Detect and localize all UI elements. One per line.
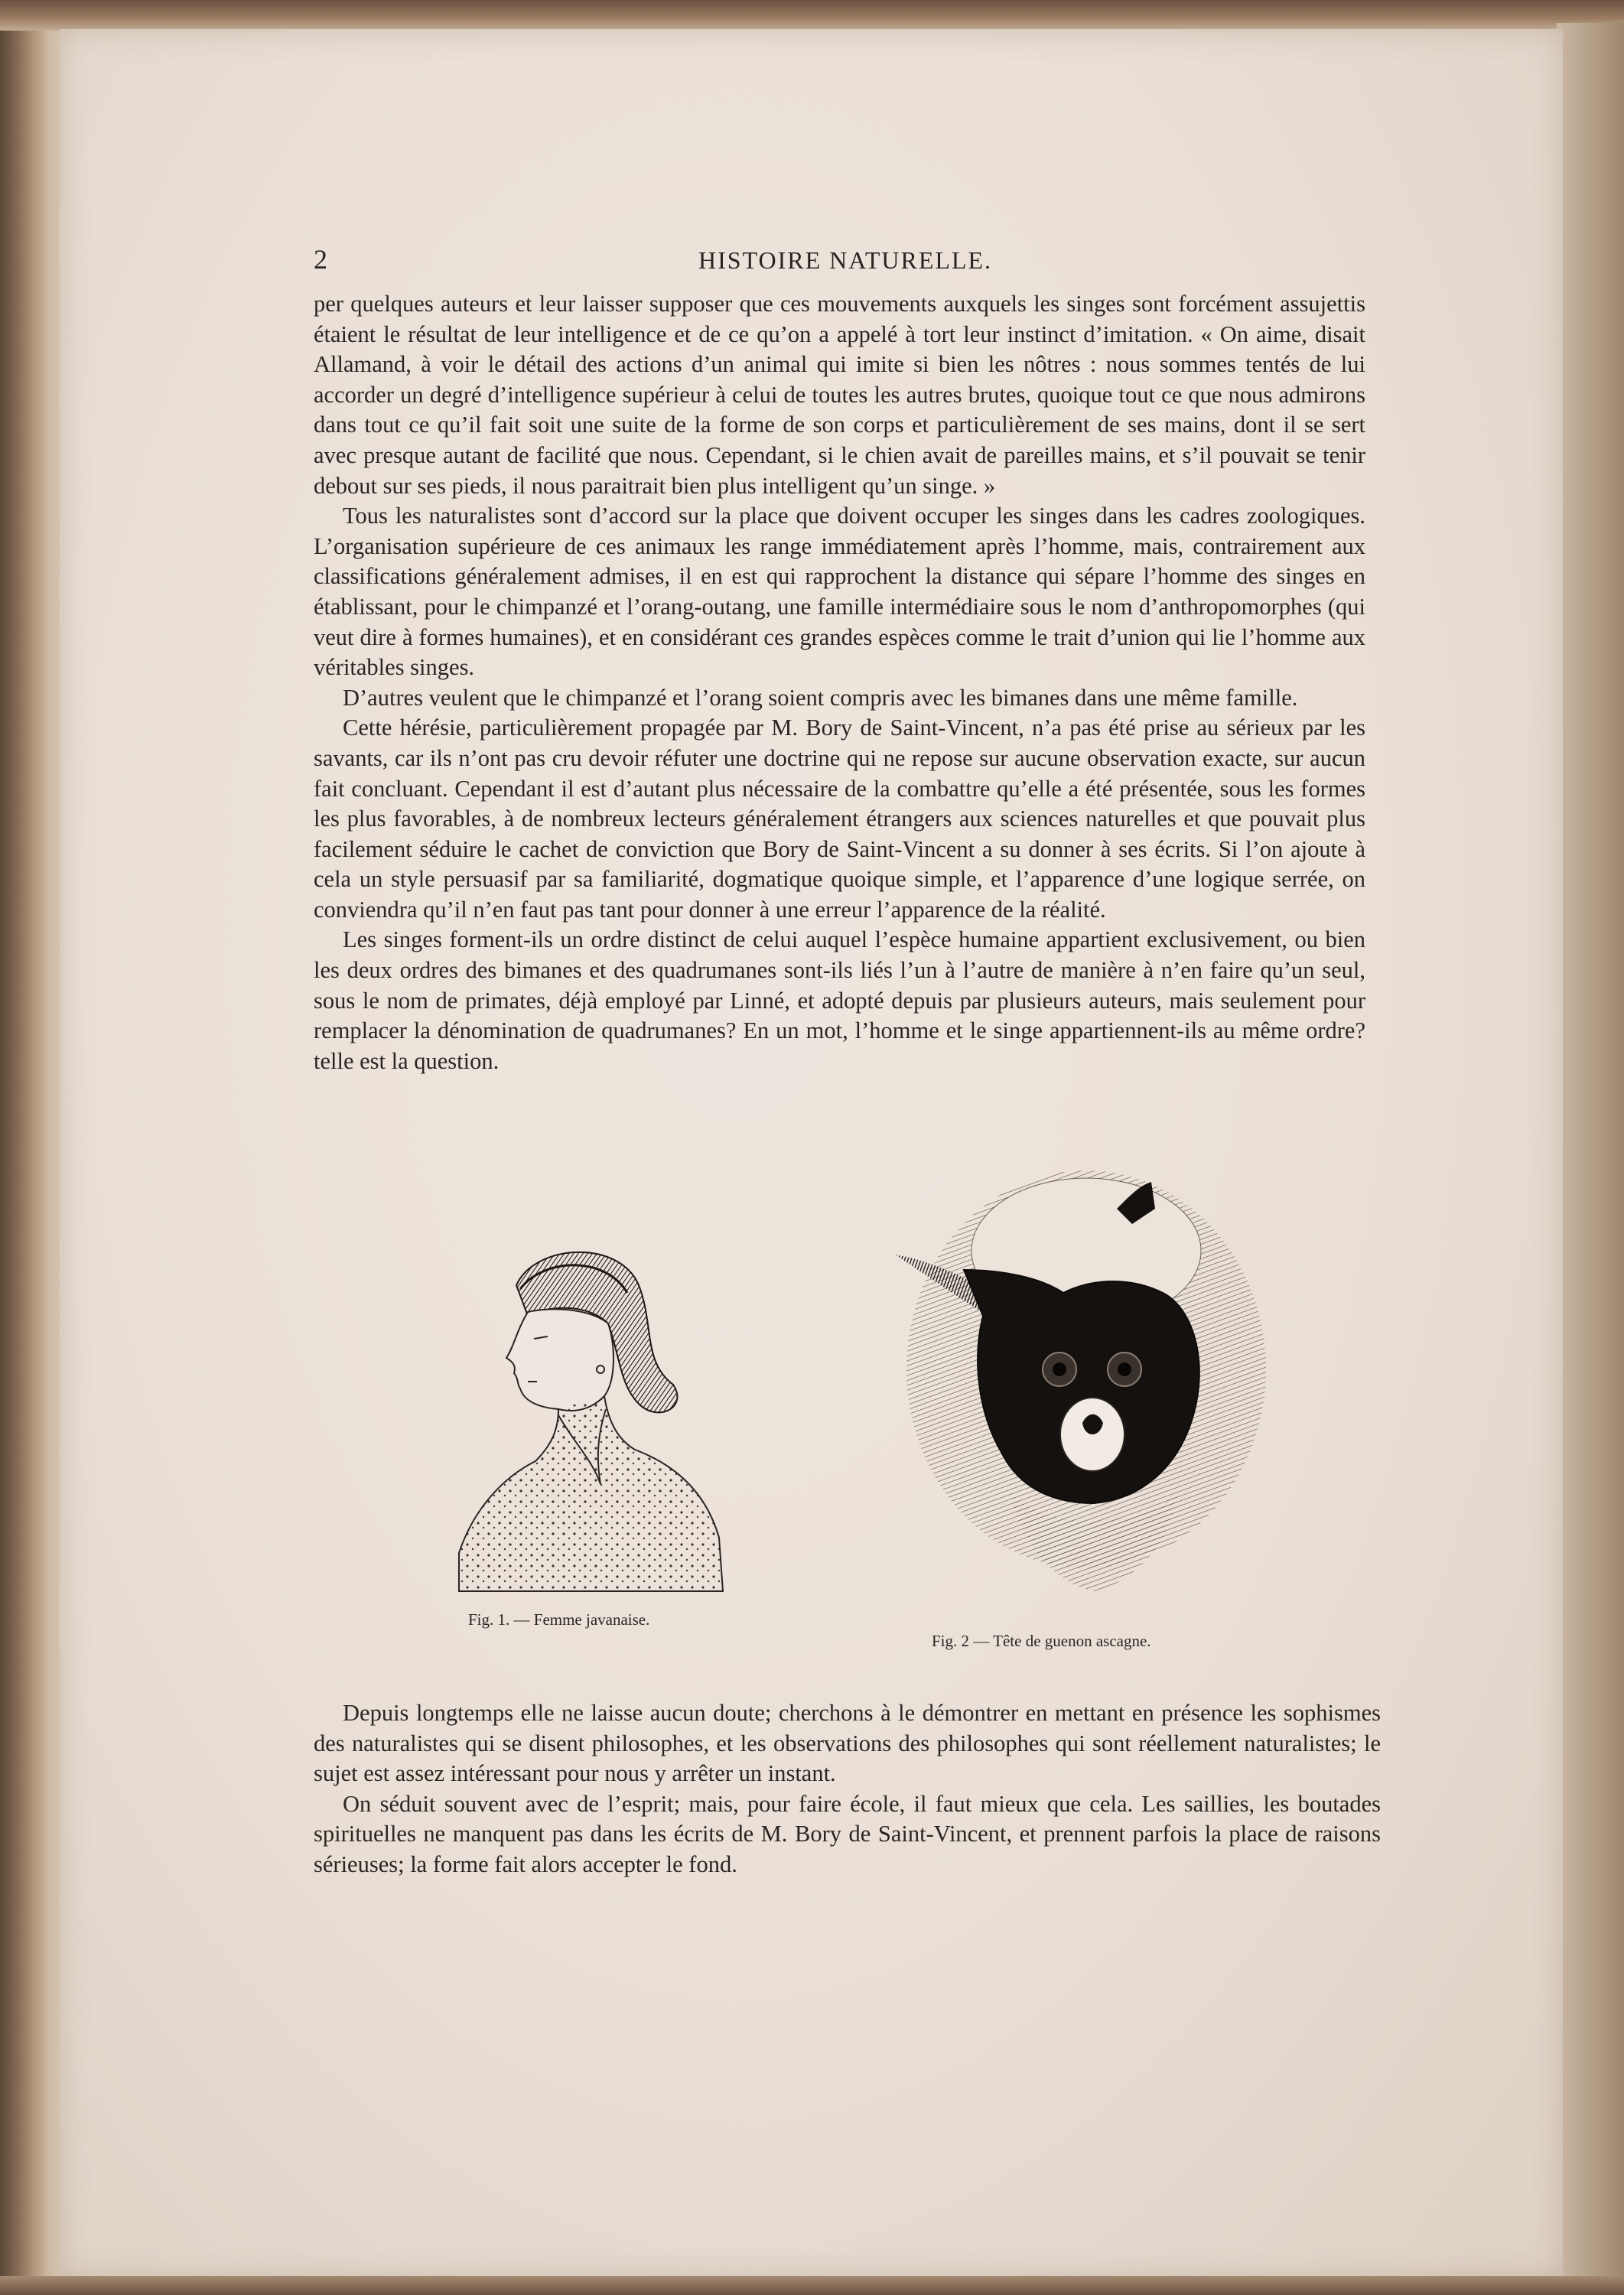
- paragraph: Les singes forment-ils un ordre distinct de celui auquel l’espèce humaine appartient exclusivement, ou bien les deux ordres des bimanes et des quadrumanes sont-ils liés l’un à l’autre de manière à n’en faire qu’un seul, sous le nom de primates, déjà employé par Linné, et adopté depuis par plusieurs auteurs, mais seulement pour remplacer la dénomination de quadrumanes? En un mot, l’homme et le singe appartiennent-ils au même ordre? telle est la question.: [314, 926, 1365, 1074]
- paragraph: Depuis longtemps elle ne laisse aucun doute; cherchons à le démontrer en mettant en présence les sophismes des naturalistes qui se disent philosophes, et les observations des philosophes qui sont réellement naturalistes; le sujet est assez intéressant pour nous y arrêter un instant.: [314, 1700, 1381, 1787]
- paragraph: Cette hérésie, particulièrement propagée par M. Bory de Saint-Vincent, n’a pas été prise au sérieux par les savants, car ils n’ont pas cru devoir réfuter une doctrine qui ne repose sur aucune observation exacte, sur aucun fait concluant. Cependant il est d’autant plus nécessaire de la combattre qu’elle a été présentée, sous les formes les plus favorables, à de nombreux lecteurs généralement étrangers aux sciences naturelles et que pouvait plus facilement séduire le cachet de conviction que Bory de Saint-Vincent a su donner à ses écrits. Si l’on ajoute à cela un style persuasif par sa familiarité, dogmatique quoique simple, et l’apparence d’une logique serrée, on conviendra qu’il n’en faut pas tant pour donner à une erreur l’apparence de la réalité.: [314, 715, 1365, 923]
- body-text: [314, 289, 1365, 1076]
- paragraph: On séduit souvent avec de l’esprit; mais, pour faire école, il faut mieux que cela. Les saillies, les boutades spirituelles ne manquent pas dans les écrits de M. Bory de Saint-Vincent, et prennent parfois la place de raisons sérieuses; la forme fait alors accepter le fond.: [314, 1790, 1381, 1877]
- woman-portrait-engraving: [444, 1232, 734, 1599]
- page-header: [314, 243, 1377, 280]
- paragraph: Tous les naturalistes sont d’accord sur la place que doivent occuper les singes dans les cadres zoologiques. L’organisation supérieure de ces animaux les range immédiatement après l’homme, mais, contrairement aux classifications généralement admises, il en est qui rapprochent la distance qui sépare l’homme des singes en établissant, pour le chimpanzé et l’orang-outang, une famille intermédiaire sous le nom d’anthropomorphes (qui veut dire à formes humaines), et en considérant ces grandes espèces comme le trait d’union qui lie l’homme aux véritables singes.: [314, 503, 1365, 681]
- figure-2-caption: Fig. 2 — Tête de guenon ascagne.: [932, 1632, 1151, 1650]
- figure-2-illustration: [887, 1163, 1270, 1606]
- monkey-head-engraving: [887, 1163, 1270, 1606]
- running-title: HISTOIRE NATURELLE.: [698, 246, 993, 274]
- book-bottom-edge: [0, 2276, 1624, 2295]
- paragraph: per quelques auteurs et leur laisser supposer que ces mouvements auxquels les singes sont forcément assujettis étaient le résultat de leur intelligence et de ce qu’on a appelé à tort leur instinct d’imitation. « On aime, disait Allamand, à voir le détail des actions d’un animal qui imite si bien les nôtres : nous sommes tentés de lui accorder un degré d’intelligence supérieur à celui de toutes les autres brutes, quoique tout ce que nous admirons dans tout ce qu’il fait soit une suite de la forme de son corps et particulièrement de ses mains, dont il se sert avec presque autant de facilité que nous. Cependant, si le chien avait de pareilles mains, et s’il pouvait se tenir debout sur ses pieds, il nous paraitrait bien plus intelligent qu’un singe. »: [314, 291, 1365, 499]
- paragraph: D’autres veulent que le chimpanzé et l’orang soient compris avec les bimanes dans une même famille.: [343, 684, 1298, 711]
- figure-1-illustration: [444, 1232, 734, 1599]
- body-text-continued: [314, 1698, 1381, 1880]
- figure-1-caption: Fig. 1. — Femme javanaise.: [468, 1610, 650, 1629]
- page-number: 2: [314, 244, 327, 275]
- book-top-edge: [0, 0, 1624, 31]
- book-right-edge: [1557, 23, 1624, 2287]
